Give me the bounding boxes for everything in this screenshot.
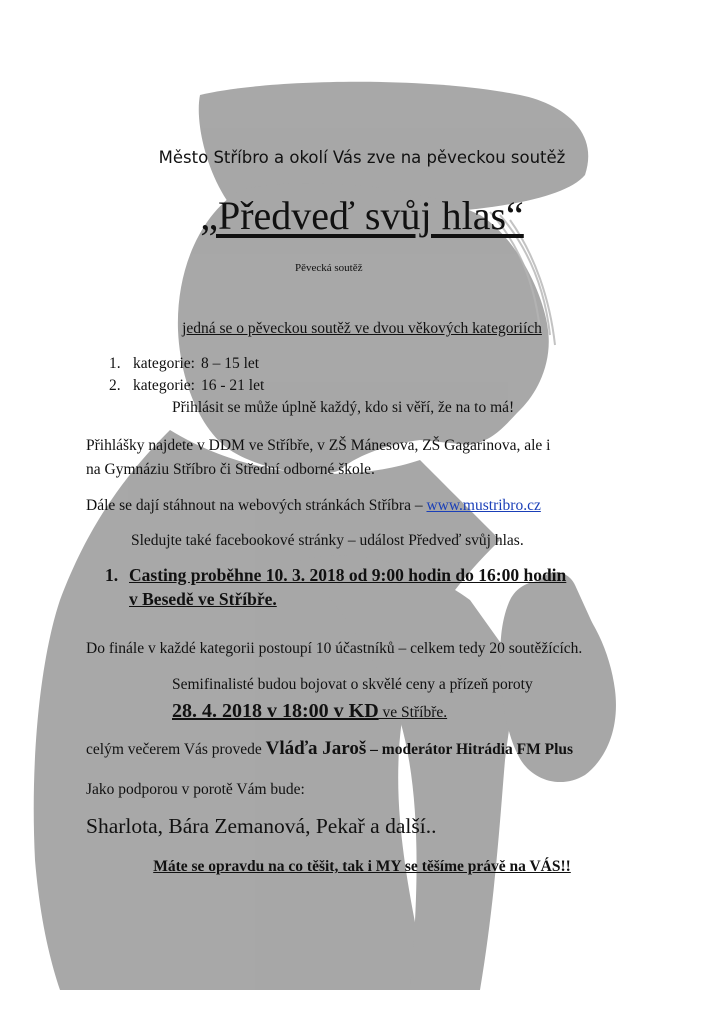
category-label: kategorie:	[133, 377, 195, 394]
host-name: Vláďa Jaroš	[265, 738, 367, 759]
final-date	[172, 700, 447, 723]
download-paragraph	[86, 494, 541, 518]
facebook-text: Sledujte také facebookové stránky – událost Předveď svůj hlas.	[131, 532, 524, 549]
category-age: 8 – 15 let	[200, 355, 260, 372]
category-item	[109, 377, 264, 395]
anyone-text: Přihlásit se může úplně každý, kdo si věří, že na to má!	[172, 399, 515, 416]
applications-line: Přihlášky najdete v DDM ve Stříbře, v ZŠ Mánesova, ZŠ Gagarinova, ale i	[86, 437, 551, 454]
host-text	[86, 738, 573, 760]
jury-names: Sharlota, Bára Zemanová, Pekař a další..	[86, 814, 437, 838]
intro-text: Město Stříbro a okolí Vás zve na pěveckou soutěž	[158, 148, 566, 167]
page-title: „Předveď svůj hlas“	[200, 193, 524, 238]
final-date-place: ve Stříbře.	[378, 704, 448, 721]
subtitle: Pěvecká soutěž	[295, 262, 363, 274]
jury-intro: Jako podporou v porotě Vám bude:	[86, 781, 305, 798]
finale-text: Do finále v každé kategorii postoupí 10 účastníků – celkem tedy 20 soutěžících.	[86, 640, 583, 657]
list-number: 1.	[109, 355, 121, 372]
casting-line: Casting proběhne 10. 3. 2018 od 9:00 hodin do 16:00 hodin	[129, 565, 567, 585]
website-link[interactable]: www.mustribro.cz	[426, 497, 541, 514]
semifinal-text: Semifinalisté budou bojovat o skvělé ceny a přízeň poroty	[172, 676, 533, 693]
host-role: – moderátor Hitrádia FM Plus	[366, 741, 574, 758]
list-number: 2.	[109, 377, 121, 394]
categories-intro: jedná se o pěveckou soutěž ve dvou věkových kategoriích	[182, 320, 542, 337]
category-age: 16 - 21 let	[200, 377, 265, 394]
download-text: Dále se dají stáhnout na webových stránkách Stříbra –	[86, 497, 427, 514]
applications-line: na Gymnáziu Stříbro či Střední odborné škole.	[86, 461, 375, 478]
closing-text: Máte se opravdu na co těšit, tak i MY se těšíme právě na VÁS!!	[153, 858, 571, 875]
casting-location: v Besedě ve Stříbře.	[129, 589, 277, 609]
final-date-time: 28. 4. 2018 v 18:00 v KD	[172, 700, 379, 722]
list-number: 1.	[105, 565, 119, 585]
applications-paragraph	[86, 434, 550, 482]
casting-item	[105, 563, 566, 611]
category-label: kategorie:	[133, 355, 195, 372]
host-prefix: celým večerem Vás provede	[86, 741, 266, 758]
category-item	[109, 355, 259, 373]
